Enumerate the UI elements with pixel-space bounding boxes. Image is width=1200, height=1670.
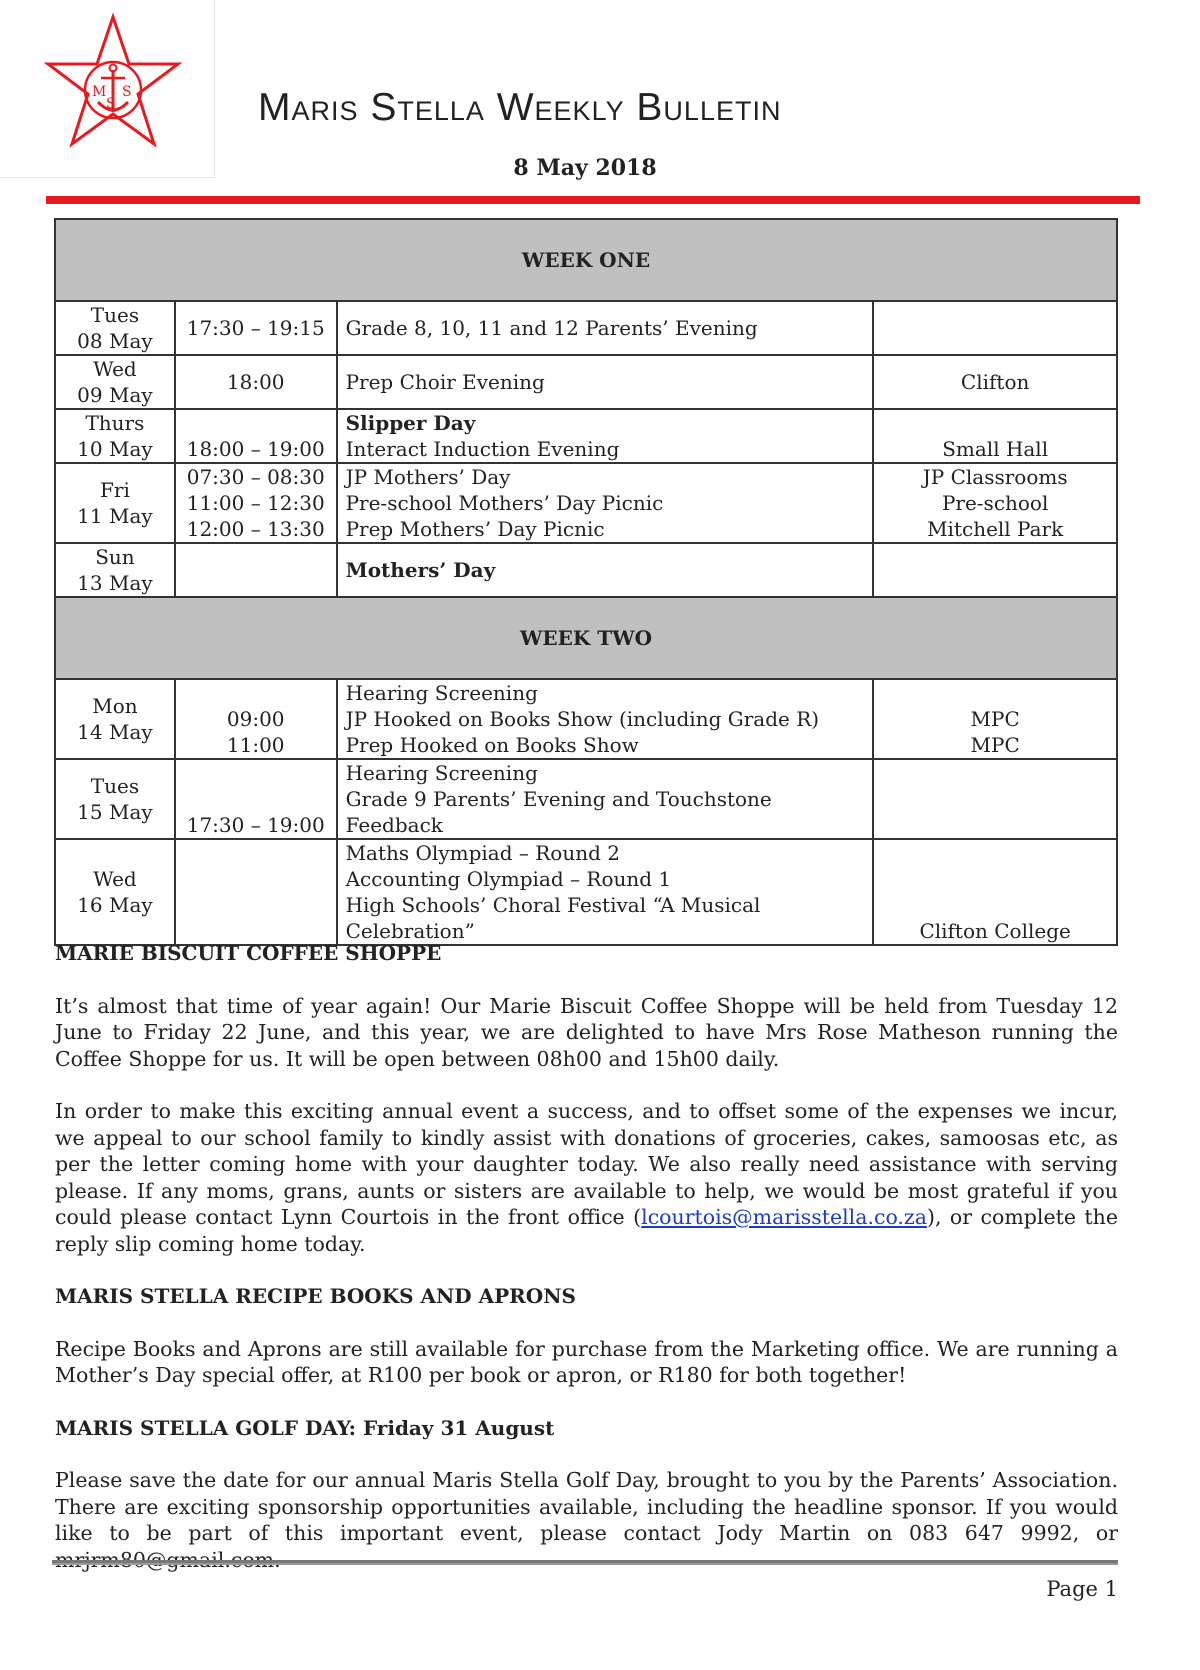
event-text: Prep Hooked on Books Show xyxy=(345,733,639,757)
day-cell xyxy=(55,355,175,409)
day-name: Tues xyxy=(90,774,140,798)
coffee-shoppe-heading: MARIE BISCUIT COFFEE SHOPPE xyxy=(55,941,442,965)
event-text: Prep Choir Evening xyxy=(345,370,545,394)
time-cell xyxy=(175,679,337,759)
bulletin-body xyxy=(55,940,1118,1599)
school-logo xyxy=(0,0,215,178)
bulletin-title: Maris Stella Weekly Bulletin xyxy=(258,86,782,129)
day-date: 16 May xyxy=(77,893,153,917)
event-cell xyxy=(337,463,874,543)
day-name: Fri xyxy=(100,478,130,502)
schedule-row xyxy=(55,543,1117,597)
time-cell xyxy=(175,839,337,945)
day-cell xyxy=(55,839,175,945)
week-one-header-row xyxy=(55,219,1117,301)
time-cell xyxy=(175,543,337,597)
event-text: High Schools’ Choral Festival “A Musical Celebration” xyxy=(345,893,761,943)
day-cell xyxy=(55,759,175,839)
day-name: Mon xyxy=(92,694,138,718)
event-cell xyxy=(337,355,874,409)
header-divider xyxy=(46,196,1140,204)
event-cell xyxy=(337,839,874,945)
venue-cell xyxy=(873,759,1117,839)
venue-cell xyxy=(873,355,1117,409)
day-date: 13 May xyxy=(77,571,153,595)
svg-text:M: M xyxy=(92,84,107,100)
day-name: Sun xyxy=(95,545,135,569)
coffee-shoppe-paragraph-1: It’s almost that time of year again! Our Marie Biscuit Coffee Shoppe will be held from Tuesday 12 June to Friday 22 June, and this year, we are delighted to have Mrs Rose Matheson running the Coffee Shoppe for us. It will be open between 08h00 and 15h00 daily. xyxy=(55,993,1118,1071)
schedule-row xyxy=(55,759,1117,839)
venue-text: MPC xyxy=(970,707,1020,731)
day-name: Tues xyxy=(90,303,140,327)
schedule-row xyxy=(55,409,1117,463)
schedule-row xyxy=(55,355,1117,409)
venue-cell xyxy=(873,301,1117,355)
day-date: 15 May xyxy=(77,800,153,824)
time-cell xyxy=(175,463,337,543)
schedule-row xyxy=(55,679,1117,759)
venue-text: MPC xyxy=(970,733,1020,757)
event-text-bold: Mothers’ Day xyxy=(345,558,496,582)
schedule-row xyxy=(55,463,1117,543)
svg-text:S: S xyxy=(122,84,132,100)
day-cell xyxy=(55,301,175,355)
day-cell xyxy=(55,679,175,759)
recipe-heading: MARIS STELLA RECIPE BOOKS AND APRONS xyxy=(55,1284,576,1308)
schedule-row xyxy=(55,301,1117,355)
day-cell xyxy=(55,463,175,543)
venue-text: JP Classrooms xyxy=(922,465,1068,489)
paragraph-text: ), or complete the reply slip coming home today. xyxy=(55,1205,1118,1256)
venue-text: Pre-school xyxy=(941,491,1049,515)
event-text: JP Hooked on Books Show (including Grade R) xyxy=(345,707,820,731)
day-cell xyxy=(55,543,175,597)
day-date: 14 May xyxy=(77,720,153,744)
event-cell xyxy=(337,301,874,355)
time-value: 09:00 xyxy=(226,707,285,731)
venue-text: Mitchell Park xyxy=(927,517,1064,541)
event-text: Prep Mothers’ Day Picnic xyxy=(345,517,605,541)
venue-text: Clifton College xyxy=(919,919,1071,943)
event-text-bold: Slipper Day xyxy=(345,411,476,435)
time-value: 07:30 – 08:30 xyxy=(186,465,325,489)
event-text: Pre-school Mothers’ Day Picnic xyxy=(345,491,664,515)
day-date: 10 May xyxy=(77,437,153,461)
event-cell xyxy=(337,759,874,839)
footer-divider xyxy=(52,1560,1118,1565)
venue-cell xyxy=(873,679,1117,759)
time-value: 11:00 – 12:30 xyxy=(186,491,325,515)
event-cell xyxy=(337,409,874,463)
event-cell xyxy=(337,543,874,597)
time-value: 17:30 – 19:15 xyxy=(186,316,325,340)
bulletin-date: 8 May 2018 xyxy=(513,155,657,181)
email-link[interactable]: lcourtois@marisstella.co.za xyxy=(641,1205,927,1229)
event-text: Grade 9 Parents’ Evening and Touchstone Feedback xyxy=(345,787,772,837)
time-cell xyxy=(175,301,337,355)
event-text: JP Mothers’ Day xyxy=(345,465,511,489)
event-text: Interact Induction Evening xyxy=(345,437,620,461)
venue-text: Small Hall xyxy=(942,437,1049,461)
venue-cell xyxy=(873,839,1117,945)
time-cell xyxy=(175,409,337,463)
time-cell xyxy=(175,759,337,839)
day-name: Thurs xyxy=(85,411,145,435)
coffee-shoppe-paragraph-2 xyxy=(55,1098,1118,1257)
paragraph-text: In order to make this exciting annual event a success, and to offset some of the expenses we incur, we appeal to our school family to kindly assist with donations of groceries, cakes, samoosas etc, as per the letter coming home with your daughter today. We also really need assistance with serving please. If any moms, grans, aunts or sisters are available to help, we would be most grateful if you could please contact Lynn Courtois in the front office ( xyxy=(55,1099,1118,1229)
event-text: Maths Olympiad – Round 2 xyxy=(345,841,620,865)
event-text: Grade 8, 10, 11 and 12 Parents’ Evening xyxy=(345,316,758,340)
week-two-header-row xyxy=(55,597,1117,679)
week-one-label: WEEK ONE xyxy=(55,219,1117,301)
day-date: 08 May xyxy=(77,329,153,353)
venue-text: Clifton xyxy=(960,370,1030,394)
time-value: 18:00 – 19:00 xyxy=(186,437,325,461)
schedule-table xyxy=(54,218,1118,946)
recipe-paragraph: Recipe Books and Aprons are still available for purchase from the Marketing office. We are running a Mother’s Day special offer, at R100 per book or apron, or R180 for both together! xyxy=(55,1336,1118,1387)
page-number: Page 1 xyxy=(1046,1577,1118,1601)
day-date: 09 May xyxy=(77,383,153,407)
time-value: 12:00 – 13:30 xyxy=(186,517,325,541)
day-name: Wed xyxy=(93,867,137,891)
event-text: Hearing Screening xyxy=(345,681,538,705)
golf-paragraph: Please save the date for our annual Maris Stella Golf Day, brought to you by the Parents’ Association. There are exciting sponsorship opportunities available, including the headline sponsor. If you would like to be part of this important event, please contact Jody Martin on 083 647 9992, or mrjrm80@gmail.com. xyxy=(55,1468,1118,1572)
time-value: 11:00 xyxy=(226,733,285,757)
day-cell xyxy=(55,409,175,463)
star-anchor-crest-icon xyxy=(38,12,188,162)
week-two-label: WEEK TWO xyxy=(55,597,1117,679)
day-date: 11 May xyxy=(77,504,153,528)
event-text: Accounting Olympiad – Round 1 xyxy=(345,867,672,891)
venue-cell xyxy=(873,409,1117,463)
svg-text:S: S xyxy=(106,96,116,112)
time-value: 17:30 – 19:00 xyxy=(186,813,325,837)
schedule-row xyxy=(55,839,1117,945)
venue-cell xyxy=(873,543,1117,597)
event-text: Hearing Screening xyxy=(345,761,538,785)
venue-cell xyxy=(873,463,1117,543)
time-value: 18:00 xyxy=(226,370,285,394)
time-cell xyxy=(175,355,337,409)
event-cell xyxy=(337,679,874,759)
day-name: Wed xyxy=(93,357,137,381)
golf-heading: MARIS STELLA GOLF DAY: Friday 31 August xyxy=(55,1415,555,1440)
